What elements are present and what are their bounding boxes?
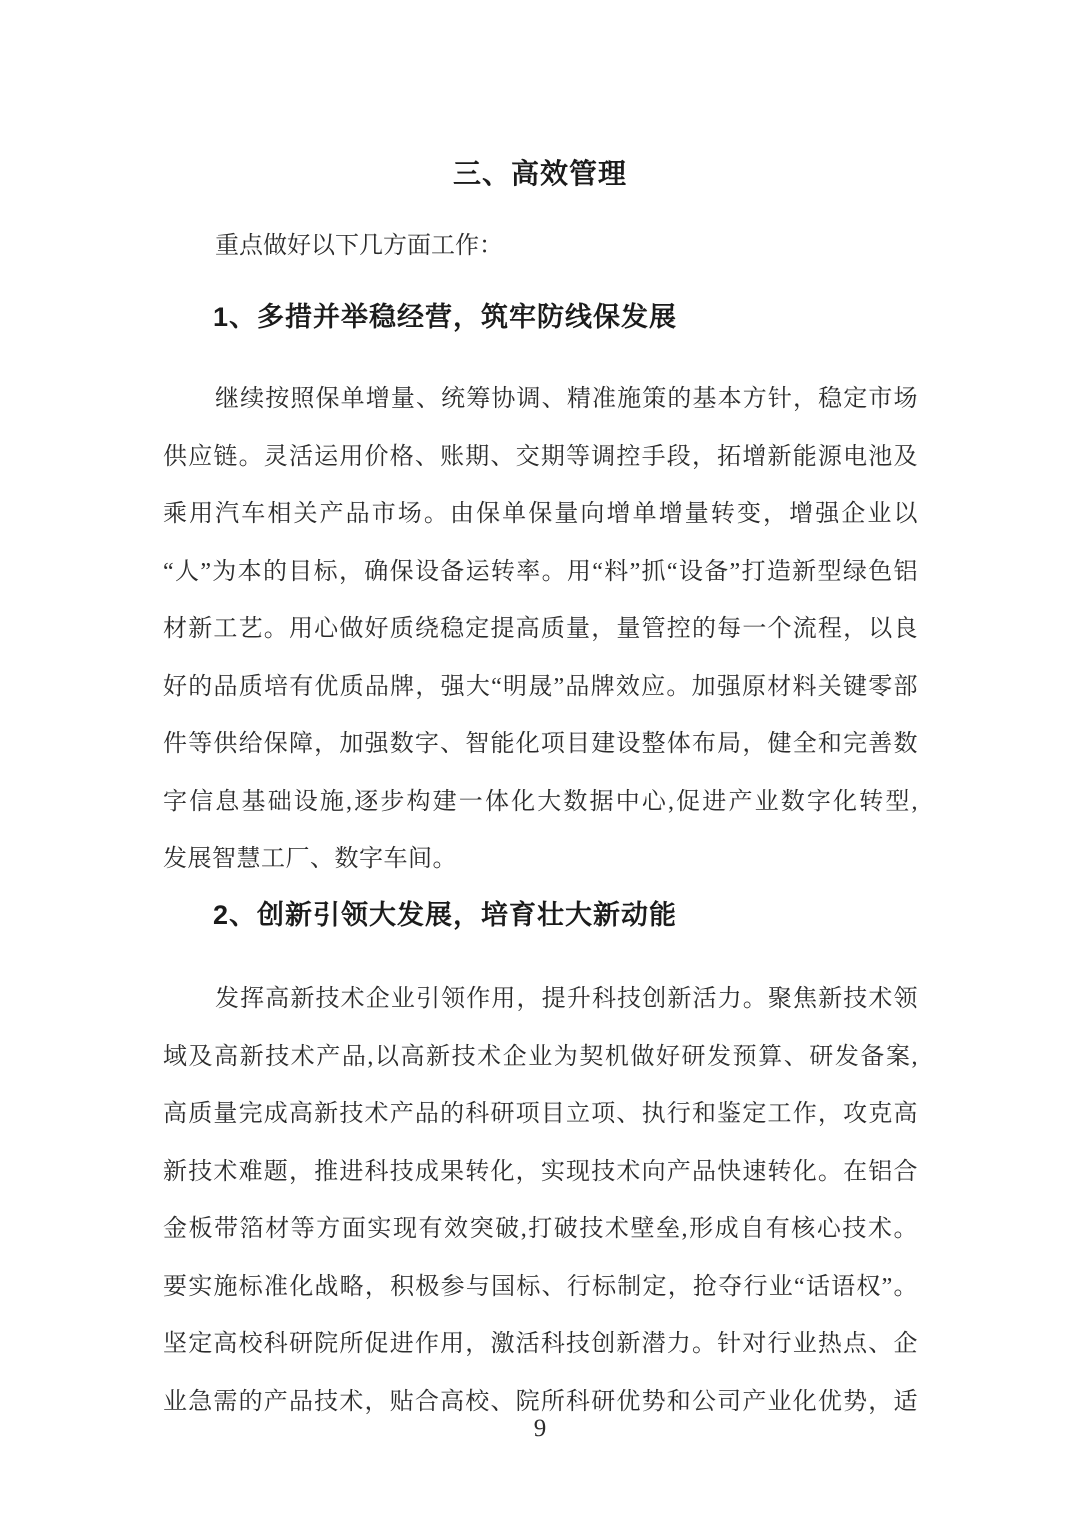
text-line: 好的品质培有优质品牌，强大“明晟”品牌效应。加强原材料关键零部 [163,673,918,700]
text-line: 件等供给保障，加强数字、智能化项目建设整体布局，健全和完善数 [163,731,918,757]
text-line: 发挥高新技术企业引领作用，提升科技创新活力。聚焦新技术领 [215,986,918,1012]
intro-line: 重点做好以下几方面工作： [215,233,503,259]
section-2-paragraph [163,971,918,1431]
section-1-paragraph [163,371,918,889]
text-line: 乘用汽车相关产品市场。由保单保量向增单增量转变，增强企业以 [163,501,918,527]
text-line: 发展智慧工厂、数字车间。 [163,846,457,872]
section-2-heading: 2、创新引领大发展，培育壮大新动能 [213,900,678,930]
text-line: 字信息基础设施,逐步构建一体化大数据中心,促进产业数字化转型, [163,788,918,815]
page-number: 9 [533,1415,547,1442]
text-line: 坚定高校科研院所促进作用，激活科技创新潜力。针对行业热点、企 [163,1331,918,1357]
text-line: 供应链。灵活运用价格、账期、交期等调控手段，拓增新能源电池及 [163,443,918,470]
page-title: 三、高效管理 [452,158,627,189]
section-1-heading: 1、多措并举稳经营，筑牢防线保发展 [213,302,678,332]
text-line: 高质量完成高新技术产品的科研项目立项、执行和鉴定工作，攻克高 [163,1101,918,1127]
text-line: 新技术难题，推进科技成果转化，实现技术向产品快速转化。在铝合 [163,1158,918,1185]
text-line: 继续按照保单增量、统筹协调、精准施策的基本方针，稳定市场 [215,386,918,412]
text-line: 要实施标准化战略，积极参与国标、行标制定，抢夺行业“话语权”。 [163,1273,918,1300]
text-line: “人”为本的目标，确保设备运转率。用“料”抓“设备”打造新型绿色铝 [163,558,918,585]
text-line: 材新工艺。用心做好质绕稳定提高质量，量管控的每一个流程，以良 [163,616,918,642]
text-line: 业急需的产品技术，贴合高校、院所科研优势和公司产业化优势，适 [163,1388,918,1415]
text-line: 域及高新技术产品,以高新技术企业为契机做好研发预算、研发备案, [163,1043,918,1070]
text-line: 金板带箔材等方面实现有效突破,打破技术壁垒,形成自有核心技术。 [163,1216,918,1242]
